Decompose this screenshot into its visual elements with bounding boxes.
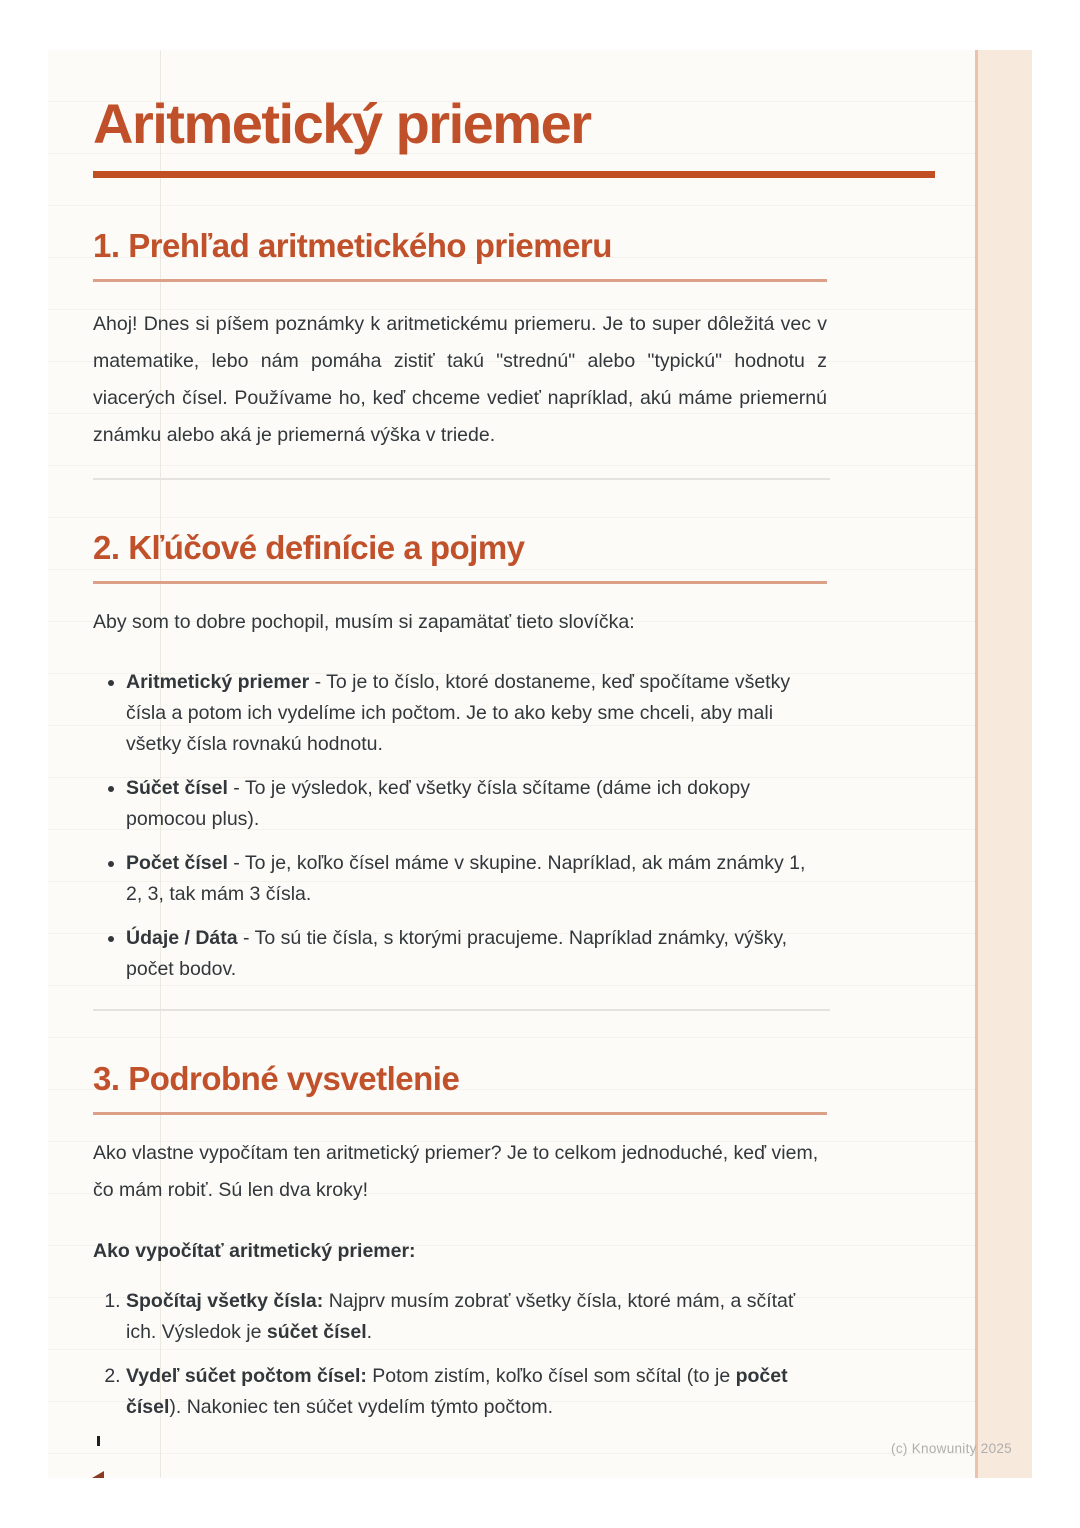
title-rule (93, 171, 935, 178)
section-3-underline (93, 1112, 827, 1115)
section-3-subheading: Ako vypočítať aritmetický priemer: (93, 1240, 416, 1262)
section-3-heading: 3. Podrobné vysvetlenie (93, 1060, 460, 1097)
watermark: (c) Knowunity 2025 (891, 1441, 1012, 1456)
list-item: • Údaje / Dáta - To sú tie čísla, s ktorými pracujeme. Napríklad známky, výšky, počet bodov. (126, 923, 827, 985)
list-item: • Počet čísel - To je, koľko čísel máme v skupine. Napríklad, ak mám známky 1, 2, 3, tak mám 3 čísla. (126, 848, 827, 910)
document-page (48, 50, 1032, 1478)
page-edge-stripe (975, 50, 1032, 1478)
section-2-intro: Aby som to dobre pochopil, musím si zapamätať tieto slovíčka: (93, 611, 635, 633)
list-item: 2. Vydeľ súčet počtom čísel: Potom zistím, koľko čísel som sčítal (to je počet čísel). Nakoniec ten súčet vydelím týmto počtom. (126, 1361, 827, 1423)
section-2-underline (93, 581, 827, 584)
section-1-paragraph: Ahoj! Dnes si píšem poznámky k aritmetickému priemeru. Je to super dôležitá vec v matematike, lebo nám pomáha zistiť takú "strednú" alebo "typickú" hodnotu z viacerých čísel. Používame ho, keď chceme vedieť napríklad, akú máme priemernú známku alebo aká je priemerná výška v triede. (93, 313, 827, 446)
page-content (93, 50, 935, 1436)
section-divider (93, 1009, 830, 1011)
section-1-heading: 1. Prehľad aritmetického priemeru (93, 227, 612, 264)
section-overview (93, 226, 935, 454)
section-1-underline (93, 279, 827, 282)
section-2-heading: 2. Kľúčové definície a pojmy (93, 529, 525, 566)
definitions-list (93, 667, 827, 985)
list-item: • Súčet čísel - To je výsledok, keď všetky čísla sčítame (dáme ich dokopy pomocou plus). (126, 773, 827, 835)
page-title: Aritmetický priemer (93, 92, 591, 155)
section-definitions (93, 528, 935, 985)
list-item: 1. Spočítaj všetky čísla: Najprv musím zobrať všetky čísla, ktoré mám, a sčítať ich. Výsledok je súčet čísel. (126, 1286, 827, 1348)
list-item: • Aritmetický priemer - To je to číslo, ktoré dostaneme, keď spočítame všetky čísla a potom ich vydelíme ich počtom. Je to ako keby sme chceli, aby mali všetky čísla rovnakú hodnotu. (126, 667, 827, 760)
section-3-intro: Ako vlastne vypočítam ten aritmetický priemer? Je to celkom jednoduché, keď viem, čo mám robiť. Sú len dva kroky! (93, 1142, 819, 1201)
cutoff-text-fragment (92, 1471, 104, 1478)
cutoff-text-fragment (97, 1436, 100, 1446)
section-explanation (93, 1059, 935, 1423)
steps-list (93, 1286, 827, 1423)
section-divider (93, 478, 830, 480)
